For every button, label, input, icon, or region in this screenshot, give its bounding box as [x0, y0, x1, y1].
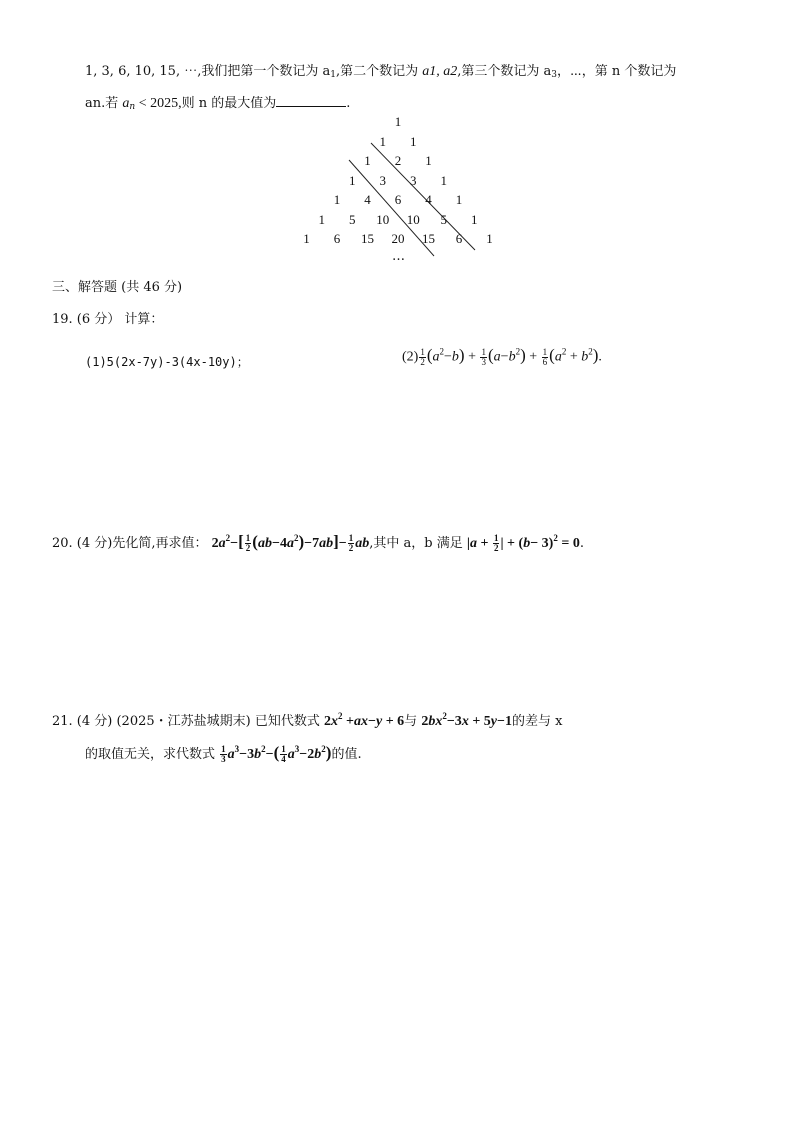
q20-period: .: [579, 536, 584, 551]
q18-period: .: [346, 96, 351, 111]
q19-part2: (2) $\frac{1}{2}$ $(a^2-b)$ + $\frac{1}{3}$ $(a-b^2)$ + $\frac{1}{6}$ $(a^2 + b^2)$.: [402, 345, 602, 367]
triangle-number: 20: [391, 231, 405, 246]
triangle-number: 6: [394, 192, 402, 207]
triangle-number: 6: [455, 231, 463, 246]
q21-heading: 21. (4 分) (2025・江苏盐城期末) 已知代数式: [52, 714, 320, 729]
q21-line1: [52, 710, 562, 730]
triangle-number: 1: [440, 172, 447, 188]
triangle-number: 1: [471, 211, 478, 227]
q20-heading: 20. (4 分)先化简,再求值：: [52, 536, 208, 551]
q18-text-d: ，⋯，第 n 个数记为: [557, 64, 677, 79]
triangle-number: 6: [333, 231, 341, 246]
q21-expr-2: $2bx^2-3x + 5y-1$: [421, 711, 512, 729]
triangle-number: 3: [379, 172, 386, 188]
fraction-one-half: $\frac{1}{2}$: [420, 347, 425, 367]
triangle-number: 1: [486, 231, 493, 246]
triangle-number: 10: [376, 211, 390, 227]
q18-cond: < 2025,: [135, 96, 182, 111]
q18-text-a: 我们把第一个数记为 a: [201, 64, 331, 79]
q21-expr-3: $\frac{1}{3}$ $a^3-3b^2-$( $\frac{1}{4}$ $a^3-2b^2$): [221, 743, 332, 765]
triangle-number: 1: [455, 192, 463, 207]
q18-sequence: 1, 3, 6, 10, 15, ⋯,: [85, 64, 202, 79]
section-3-title: 三、解答题 (共 46 分): [52, 280, 183, 295]
triangle-number: 15: [361, 231, 374, 246]
q21-line2: [85, 743, 362, 764]
triangle-ellipsis: …: [392, 249, 405, 264]
pascal-triangle: [0, 0, 793, 270]
triangle-number: 2: [394, 153, 402, 168]
q21-mid: 与: [404, 714, 418, 729]
q18-text-c: ,第三个数记为 a: [457, 64, 552, 79]
triangle-number: 4: [425, 192, 432, 207]
q18-cond-a: a: [122, 96, 130, 111]
q18-sub3: 3: [551, 70, 558, 80]
triangle-number: 1: [379, 133, 386, 149]
q18-a1a2: a1, a2: [422, 64, 458, 79]
triangle-number: 15: [422, 231, 435, 246]
q18-text-e: 则 n 的最大值为: [181, 96, 277, 111]
q21-expr-1: $2x^2 +ax-y + 6$: [324, 711, 405, 729]
q18-cond-n: n: [129, 102, 136, 112]
q21-line2-head: 的取值无关，求代数式: [85, 747, 216, 762]
fraction-one-third: $\frac{1}{3}$: [221, 744, 226, 765]
q18-an: an.若: [85, 96, 119, 111]
q21-line2-end: 的值.: [331, 747, 362, 762]
triangle-number: 1: [364, 153, 371, 168]
triangle-number: 4: [364, 192, 371, 207]
q20-condition: |a + $\frac{1}{2}$ | + $(b- 3)^2 = 0$: [466, 533, 580, 554]
triangle-number: 1: [394, 114, 402, 129]
fraction-one-half: $\frac{1}{2}$: [348, 533, 354, 554]
fraction-one-quarter: $\frac{1}{4}$: [281, 744, 286, 765]
fraction-one-sixth: $\frac{1}{6}$: [542, 347, 548, 367]
triangle-number: 1: [303, 231, 310, 246]
q20-line: [52, 532, 584, 553]
fraction-one-half: $\frac{1}{2}$: [245, 533, 251, 554]
triangle-number: 1: [425, 153, 432, 168]
q18-sub1: 1: [330, 70, 336, 80]
q20-mid: ,其中 a，b 满足: [369, 536, 463, 551]
fraction-one-third: $\frac{1}{3}$: [481, 347, 486, 367]
q19-part2-label: (2): [402, 349, 419, 365]
triangle-number: 1: [349, 172, 356, 188]
q19-heading: 19. (6 分） 计算：: [52, 312, 164, 327]
triangle-number: 3: [410, 172, 417, 188]
triangle-diagonal-lines: [0, 0, 793, 270]
triangle-number: 1: [333, 192, 341, 207]
q21-tail: 的差与 x: [512, 714, 563, 729]
q18-text-b: ,第二个数记为: [335, 64, 419, 79]
q20-expression: $2a^2-$[ $\frac{1}{2}$ $(ab-4a^2)-7ab]-$ $\frac{1}{2}$ ab: [211, 532, 370, 554]
q19-part1: (1)5(2x-7y)-3(4x-10y)；: [85, 355, 249, 369]
triangle-number: 10: [406, 211, 420, 227]
triangle-number: 5: [349, 211, 356, 227]
fraction-one-half: $\frac{1}{2}$: [493, 533, 499, 554]
triangle-number: 1: [318, 211, 325, 227]
triangle-number: 5: [440, 211, 447, 227]
triangle-number: 1: [410, 133, 417, 149]
